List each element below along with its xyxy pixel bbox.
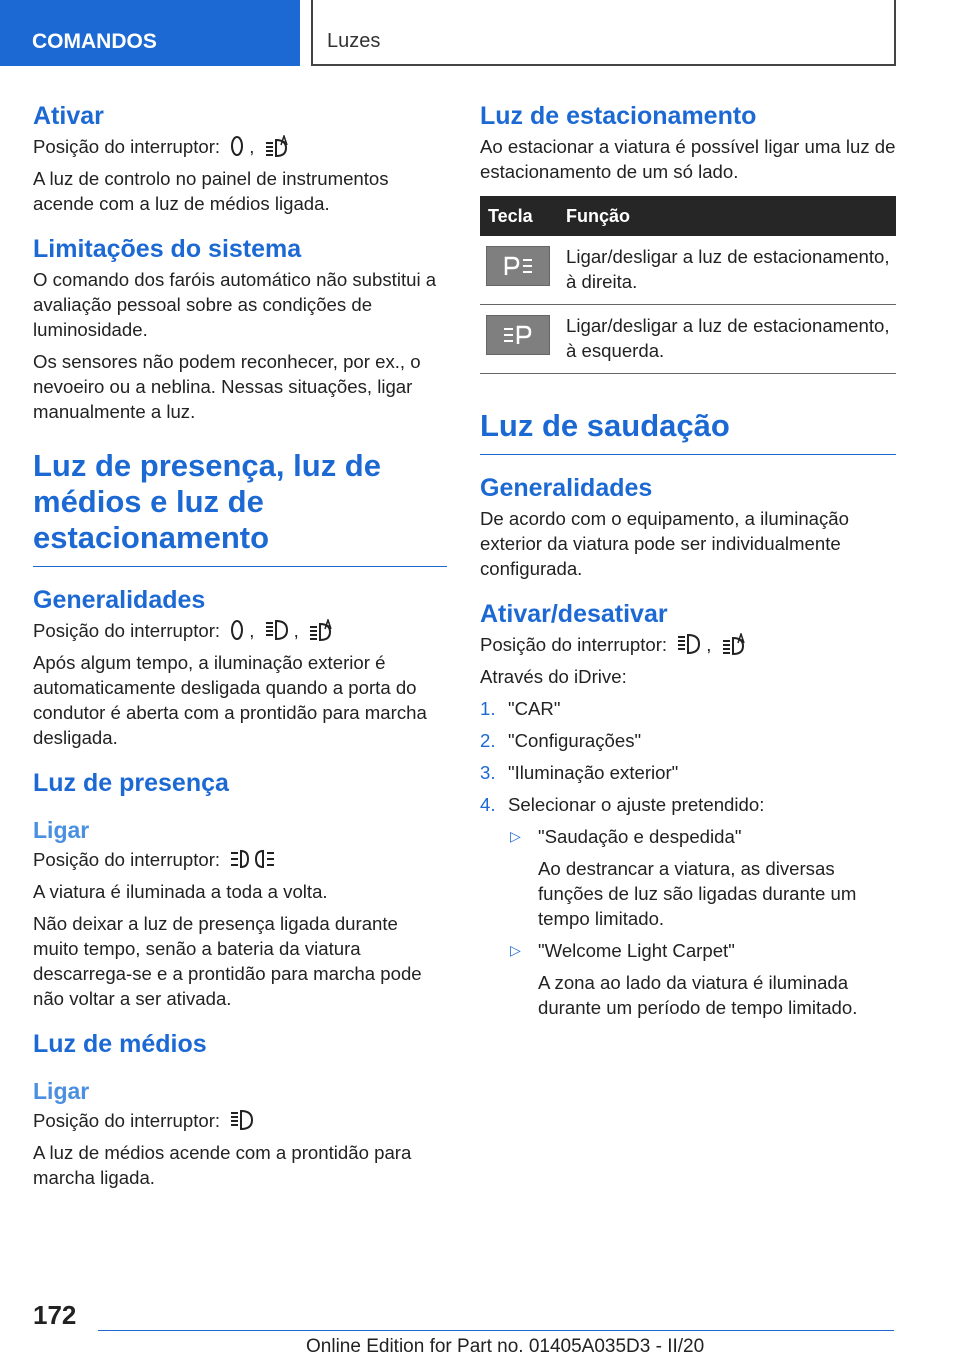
low-beam-icon xyxy=(229,1109,255,1131)
left-column xyxy=(33,100,447,1197)
separator: , xyxy=(706,634,712,655)
step-number: 4. xyxy=(480,794,496,815)
heading-luz-medios: Luz de médios xyxy=(33,1030,207,1058)
footer-edition-text: Online Edition for Part no. 01405A035D3 - II/20 xyxy=(306,1336,705,1357)
key-cell xyxy=(480,305,558,374)
switch-off-icon xyxy=(229,135,245,157)
table-row xyxy=(480,305,896,374)
parking-light-left-icon xyxy=(486,315,550,355)
right-column xyxy=(480,100,896,1027)
idrive-label: Através do iDrive: xyxy=(480,666,627,687)
step-number: 2. xyxy=(480,730,496,751)
column-header-funcao: Função xyxy=(558,196,896,236)
subheading-ligar: Ligar xyxy=(33,817,90,843)
switch-position-line xyxy=(480,632,896,657)
auto-headlight-icon xyxy=(264,135,290,157)
keys-table xyxy=(480,196,896,374)
heading-luz-presenca: Luz de presença xyxy=(33,769,229,797)
ativar-text: A luz de controlo no painel de instrumentos acende com a luz de médios ligada. xyxy=(33,168,389,214)
estacionamento-text: Ao estacionar a viatura é possível ligar uma luz de estacionamento de um só lado. xyxy=(480,136,896,182)
step-text: "Configurações" xyxy=(508,730,642,751)
list-item xyxy=(480,728,896,753)
auto-headlight-icon xyxy=(721,633,747,655)
heading-limitacoes: Limitações do sistema xyxy=(33,235,302,263)
main-heading-luz-saudacao: Luz de saudação xyxy=(480,408,896,455)
separator: , xyxy=(249,136,255,157)
switch-position-label: Posição do interruptor: xyxy=(33,136,221,157)
option-description: A zona ao lado da viatura é iluminada durante um período de tempo limitado. xyxy=(538,972,858,1018)
table-header-row xyxy=(480,196,896,236)
heading-luz-estacionamento: Luz de estacionamento xyxy=(480,102,757,130)
option-item xyxy=(508,824,896,931)
heading-ativar: Ativar xyxy=(33,102,104,130)
step-text: Selecionar o ajuste pretendido: xyxy=(508,794,765,815)
low-beam-icon xyxy=(676,633,702,655)
heading-generalidades: Generalidades xyxy=(480,474,653,502)
table-row xyxy=(480,236,896,305)
main-heading-luzes: Luz de presença, luz de médios e luz de estacionamento xyxy=(33,448,447,567)
page-header xyxy=(0,0,960,66)
function-cell: Ligar/desligar a luz de estacionamento, à esquerda. xyxy=(558,305,896,374)
section-tab: COMANDOS xyxy=(0,0,300,66)
option-item xyxy=(508,938,896,1020)
saudacao-generalidades-text: De acordo com o equipamento, a iluminação exterior da viatura pode ser individualmente configurada. xyxy=(480,508,849,579)
column-header-tecla: Tecla xyxy=(480,196,558,236)
auto-headlight-icon xyxy=(308,619,334,641)
presenca-paragraph-1: A viatura é iluminada a toda a volta. xyxy=(33,881,328,902)
list-item xyxy=(480,696,896,721)
chapter-title: Luzes xyxy=(311,0,896,66)
switch-position-label: Posição do interruptor: xyxy=(33,849,221,870)
medios-text: A luz de médios acende com a prontidão para marcha ligada. xyxy=(33,1142,412,1188)
step-text: "CAR" xyxy=(508,698,561,719)
step-number: 1. xyxy=(480,698,496,719)
option-title: "Saudação e despedida" xyxy=(538,826,742,847)
triangle-bullet-icon: ▷ xyxy=(510,942,521,958)
switch-position-line xyxy=(33,618,447,643)
list-item xyxy=(480,760,896,785)
switch-position-label: Posição do interruptor: xyxy=(33,620,221,641)
switch-position-line xyxy=(33,1108,447,1133)
option-description: Ao destrancar a viatura, as diversas funções de luz são ligadas durante um tempo limitado. xyxy=(538,858,857,929)
page-number: 172 xyxy=(33,1300,77,1330)
heading-ativar-desativar: Ativar/desativar xyxy=(480,600,668,628)
list-item xyxy=(480,792,896,1020)
switch-position-label: Posição do interruptor: xyxy=(480,634,668,655)
separator: , xyxy=(293,620,299,641)
low-beam-icon xyxy=(264,619,290,641)
generalidades-text: Após algum tempo, a iluminação exterior é automaticamente desligada quando a porta do condutor é aberta com a prontidão para marcha desligada. xyxy=(33,652,427,748)
limitacoes-paragraph-2: Os sensores não podem reconhecer, por ex., o nevoeiro ou a neblina. Nessas situações, ligar manualmente a luz. xyxy=(33,351,421,422)
parking-light-icon xyxy=(229,848,277,870)
parking-light-right-icon xyxy=(486,246,550,286)
separator: , xyxy=(249,620,255,641)
step-number: 3. xyxy=(480,762,496,783)
switch-position-line xyxy=(33,847,447,872)
key-cell xyxy=(480,236,558,305)
idrive-steps-list xyxy=(480,696,896,1020)
triangle-bullet-icon: ▷ xyxy=(510,828,521,844)
footer-divider xyxy=(98,1330,894,1331)
presenca-paragraph-2: Não deixar a luz de presença ligada durante muito tempo, senão a bateria da viatura descarrega-se e a prontidão para marcha pode não voltar a ser ativada. xyxy=(33,913,422,1009)
switch-position-label: Posição do interruptor: xyxy=(33,1110,221,1131)
heading-generalidades: Generalidades xyxy=(33,586,206,614)
switch-position-line xyxy=(33,134,447,159)
switch-off-icon xyxy=(229,619,245,641)
limitacoes-paragraph-1: O comando dos faróis automático não substitui a avaliação pessoal sobre as condições de luminosidade. xyxy=(33,269,437,340)
option-title: "Welcome Light Carpet" xyxy=(538,940,735,961)
step-text: "Iluminação exterior" xyxy=(508,762,679,783)
subheading-ligar: Ligar xyxy=(33,1078,90,1104)
function-cell: Ligar/desligar a luz de estacionamento, à direita. xyxy=(558,236,896,305)
options-list xyxy=(508,824,896,1020)
